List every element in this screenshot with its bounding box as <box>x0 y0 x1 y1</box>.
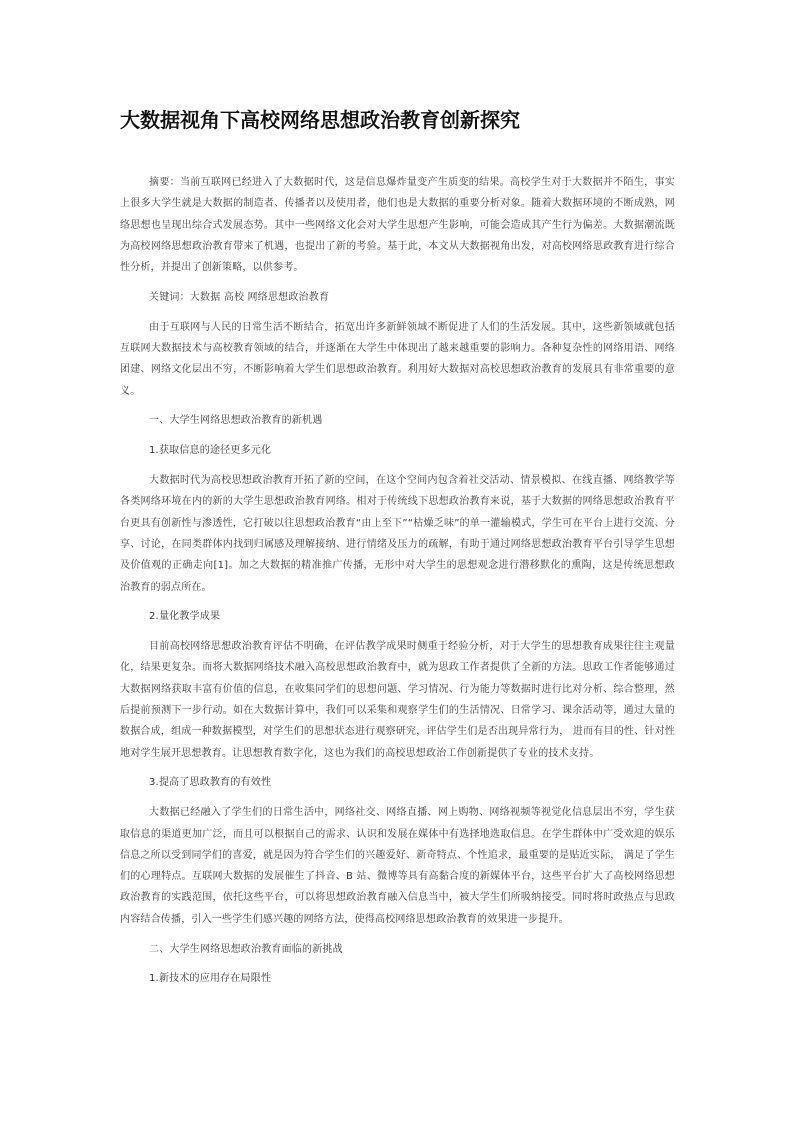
abstract-paragraph: 摘要：当前互联网已经进入了大数据时代，这是信息爆炸量变产生质变的结果。高校学生对于大数据并不陌生，事实上很多大学生就是大数据的制造者、传播者以及使用者，他们也是大数据的重要分析对象。随着大数据环境的不断成熟，网络思想也呈现出综合式发展态势。其中一些网络文化会对大学生思想产生影响，可能会造成其产生行为偏差。大数据潮流既为高校网络思想政治教育带来了机遇，也提出了新的考验。基于此，本文从大数据视角出发，对高校网络思政教育进行综合性分析，并提出了创新策略，以供参考。 <box>120 177 675 274</box>
paragraph-effectiveness: 大数据已经融入了学生们的日常生活中，网络社交、网络直播、网上购物、网络视频等视觉化信息层出不穷，学生获取信息的渠道更加广泛，而且可以根据自己的需求、认识和发展在媒体中有选择地选取信息。在学生群体中广受欢迎的娱乐信息之所以受到同学们的喜爱，就是因为符合学生们的兴趣爱好、新奇特点、个性追求，最重要的是贴近实际， 满足了学生们的心理特点。互联网大数据的发展催生了抖音、B 站、微博等具有高黏合度的新媒体平台，这些平台扩大了高校网络思想政治教育的实践范围，依托这些平台，可以将思想政治教育融入信息当中，被大学生们所吸纳接受。同时将时政热点与思政内容结合传播，引入一些学生们感兴趣的网络方法，使得高校网络思想政治教育的效果进一步提升。 <box>120 807 675 925</box>
section-heading-opportunities: 一、大学生网络思想政治教育的新机遇 <box>149 415 323 427</box>
subheading-diverse-channels: 1.获取信息的途径更多元化 <box>149 445 272 457</box>
paragraph-diverse-channels: 大数据时代为高校思想政治教育开拓了新的空间，在这个空间内包含着社交活动、情景模拟、在线直播、网络教学等各类网络环境在内的新的大学生思想政治教育网络。相对于传统线下思想政治教育来说，基于大数据的网络思想政治教育平台更具有创新性与渗透性，它打破以往思想政治教育“由上至下”“枯燥乏味”的单一灌输模式，学生可在平台上进行交流、分享、讨论，在同类群体内找到归属感及理解接纳、进行情绪及压力的疏解，有助于通过网络思想政治教育平台引导学生思想及价值观的正确走向[1]。加之大数据的精准推广传播，无形中对大学生的思想观念进行潜移默化的熏陶，这是传统思想政治教育的弱点所在。 <box>120 475 675 593</box>
paragraph-quantify-results: 目前高校网络思想政治教育评估不明确，在评估教学成果时侧重于经验分析，对于大学生的思想教育成果往往主观量化，结果更复杂。而将大数据网络技术融入高校思想政治教育中，就为思政工作者提供了全新的方法。思政工作者能够通过大数据网络获取丰富有价值的信息，在收集同学们的思想问题、学习情况、行为能力等数据时进行比对分析、综合整理，然后提前预测下一步行动。如在大数据计算中，我们可以采集和观察学生们的生活情况、日常学习、课余活动等，通过大量的数据合成，组成一种数据模型，对学生们的思想状态进行观察研究，评估学生们是否出现异常行为， 进而有目的性、针对性地对学生展开思想教育。让思想教育数字化，这也为我们的高校思想政治工作创新提供了专业的技术支持。 <box>120 641 675 759</box>
intro-paragraph: 由于互联网与人民的日常生活不断结合，拓宽出许多新鲜领域不断促进了人们的生活发展。其中，这些新领域就包括互联网大数据技术与高校教育领域的结合，并逐渐在大学生中体现出了越来越重要的影响力。各种复杂性的网络用语、网络团建、网络文化层出不穷，不断影响着大学生们思想政治教育。利用好大数据对高校思想政治教育的发展具有非常重要的意义。 <box>120 321 675 397</box>
section-heading-challenges: 二、大学生网络思想政治教育面临的新挑战 <box>149 943 343 955</box>
document-body <box>120 172 675 998</box>
document-title: 大数据视角下高校网络思想政治教育创新探究 <box>120 108 520 132</box>
keywords-line: 关键词：大数据 高校 网络思想政治教育 <box>149 291 330 303</box>
subheading-effectiveness: 3.提高了思政教育的有效性 <box>149 777 272 789</box>
subheading-quantify-results: 2.量化教学成果 <box>149 611 221 623</box>
subheading-tech-limits: 1.新技术的应用存在局限性 <box>149 973 272 985</box>
